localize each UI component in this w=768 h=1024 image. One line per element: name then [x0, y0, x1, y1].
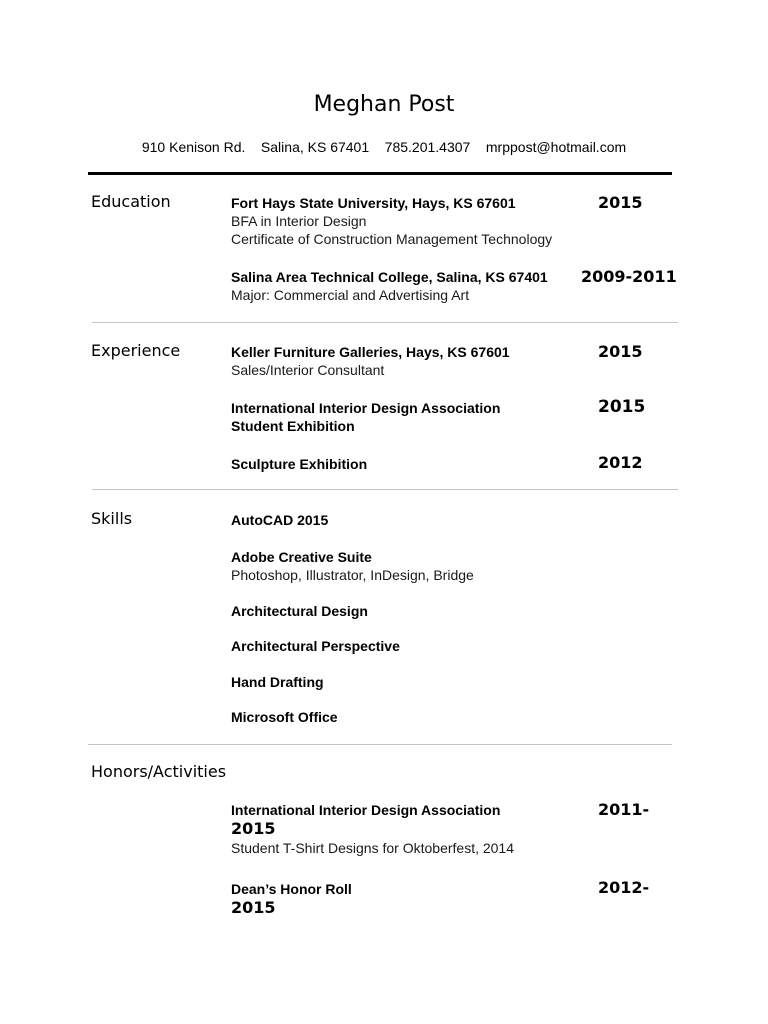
skill-title: Adobe Creative Suite: [231, 549, 372, 565]
entry-title-continued: Student Exhibition: [231, 418, 355, 434]
skill-item: [231, 673, 661, 691]
section-divider: [92, 322, 678, 323]
entry-year: 2009-2011: [581, 267, 677, 286]
contact-line: 910 Kenison Rd. Salina, KS 67401 785.201.4307 mrppost@hotmail.com: [141, 139, 627, 155]
section-divider: [92, 489, 678, 490]
entry-year: 2015: [598, 397, 646, 417]
header-divider: [88, 172, 672, 175]
experience-entry: [231, 399, 661, 435]
skill-title: Architectural Design: [231, 603, 368, 619]
entry-detail: Major: Commercial and Advertising Art: [231, 287, 470, 303]
skill-item: [231, 637, 661, 655]
entry-title: International Interior Design Association: [231, 400, 501, 416]
entry-detail: Sales/Interior Consultant: [231, 362, 385, 378]
skill-title: AutoCAD 2015: [231, 512, 329, 528]
entry-year: 2015: [598, 193, 643, 212]
entry-title: Salina Area Technical College, Salina, KS 67401: [231, 269, 548, 285]
entry-title: Fort Hays State University, Hays, KS 67601: [231, 195, 516, 211]
entry-title: Dean’s Honor Roll: [231, 881, 352, 897]
entry-title: International Interior Design Association: [231, 802, 501, 818]
entry-title: Keller Furniture Galleries, Hays, KS 67601: [231, 344, 510, 360]
entry-year-start: 2011-: [598, 800, 650, 819]
skill-title: Microsoft Office: [231, 709, 338, 725]
section-title-education: Education: [91, 192, 171, 211]
skill-item: [231, 511, 661, 529]
entry-year-end: 2015: [231, 819, 276, 838]
skill-item: [231, 548, 661, 584]
entry-detail: Certificate of Construction Management Technology: [231, 231, 553, 247]
honors-entry: [231, 801, 661, 857]
skill-item: [231, 602, 661, 620]
section-title-experience: Experience: [91, 341, 181, 360]
experience-entry: [231, 343, 661, 379]
education-entry: [231, 194, 661, 248]
entry-year-start: 2012-: [598, 878, 650, 897]
entry-year: 2015: [598, 342, 643, 361]
skill-item: [231, 708, 661, 726]
section-title-skills: Skills: [91, 509, 133, 528]
skill-title: Architectural Perspective: [231, 638, 400, 654]
resume-name: Meghan Post: [313, 92, 455, 117]
entry-title: Sculpture Exhibition: [231, 456, 368, 472]
entry-detail: BFA in Interior Design: [231, 213, 367, 229]
entry-year: 2012: [598, 453, 643, 472]
honors-entry: [231, 880, 661, 918]
skill-detail: Photoshop, Illustrator, InDesign, Bridge: [231, 567, 474, 583]
section-divider: [88, 744, 672, 745]
skill-title: Hand Drafting: [231, 674, 324, 690]
section-title-honors: Honors/Activities: [91, 762, 227, 781]
entry-detail: Student T-Shirt Designs for Oktoberfest, 2014: [231, 840, 515, 856]
entry-year-end: 2015: [231, 898, 276, 917]
experience-entry: [231, 455, 661, 473]
